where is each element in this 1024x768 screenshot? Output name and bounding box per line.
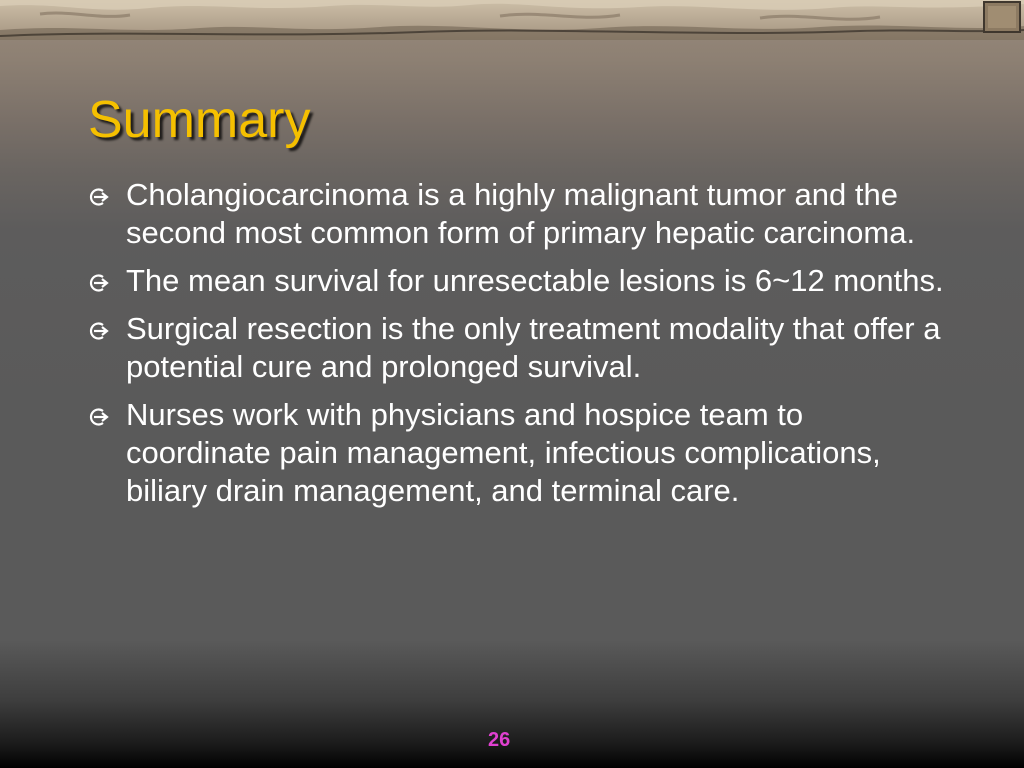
bullet-text: Surgical resection is the only treatment modality that offer a potential cure and prolonged survival. [126, 311, 941, 384]
bullet-item [88, 310, 948, 386]
bullet-text: Nurses work with physicians and hospice team to coordinate pain management, infectious complications, biliary drain management, and terminal care. [126, 397, 881, 508]
circled-arrow-icon [88, 322, 110, 340]
bullet-list [88, 176, 948, 520]
circled-arrow-icon [88, 408, 110, 426]
circled-arrow-icon [88, 188, 110, 206]
bullet-item [88, 176, 948, 252]
bullet-item [88, 396, 948, 510]
bullet-text: Cholangiocarcinoma is a highly malignant tumor and the second most common form of primary hepatic carcinoma. [126, 177, 916, 250]
circled-arrow-icon [88, 274, 110, 292]
page-number: 26 [488, 729, 511, 751]
bullet-item [88, 262, 948, 300]
slide-title: Summary [88, 91, 311, 149]
bullet-text: The mean survival for unresectable lesions is 6~12 months. [126, 263, 944, 298]
decorative-top-band [0, 0, 1024, 40]
